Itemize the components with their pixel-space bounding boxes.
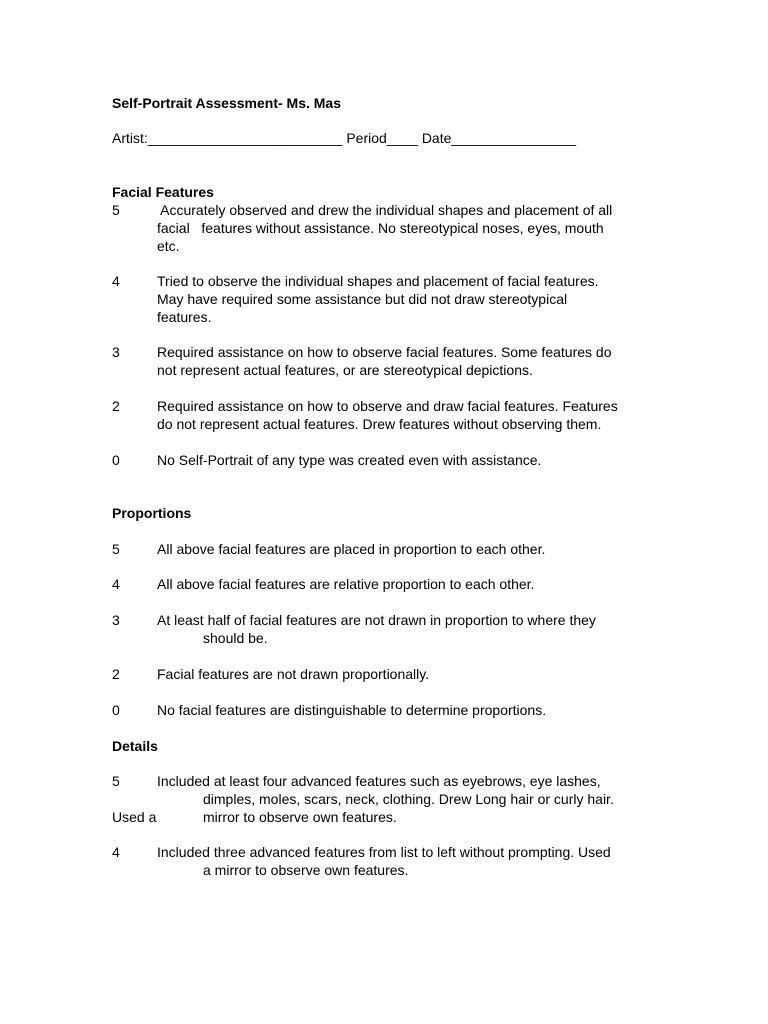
criterion-text: Included at least four advanced features such as eyebrows, eye lashes, (157, 773, 601, 789)
score-label: 0 (112, 452, 120, 468)
score-label: 2 (112, 398, 120, 414)
criterion-text: features. (157, 309, 212, 325)
artist-period-date-line: Artist:_________________________ Period____ Date________________ (112, 130, 576, 146)
page-title: Self-Portrait Assessment- Ms. Mas (112, 95, 341, 111)
criterion-text: do not represent actual features. Drew features without observing them. (157, 416, 602, 432)
margin-text: Used a (112, 809, 157, 825)
section-heading-facial-features: Facial Features (112, 184, 214, 200)
score-label: 4 (112, 576, 120, 592)
criterion-text: should be. (203, 630, 268, 646)
score-label: 5 (112, 202, 120, 218)
criterion-text: Accurately observed and drew the individual shapes and placement of all (157, 202, 613, 218)
score-label: 4 (112, 844, 120, 860)
criterion-text: Included three advanced features from list to left without prompting. Used (157, 844, 611, 860)
criterion-text: Tried to observe the individual shapes and placement of facial features. (157, 273, 599, 289)
criterion-text: Required assistance on how to observe facial features. Some features do (157, 344, 612, 360)
criterion-text: All above facial features are placed in proportion to each other. (157, 541, 546, 557)
criterion-text: Facial features are not drawn proportionally. (157, 666, 430, 682)
criterion-text: No Self-Portrait of any type was created even with assistance. (157, 452, 542, 468)
criterion-text: mirror to observe own features. (203, 809, 397, 825)
criterion-text: etc. (157, 238, 180, 254)
score-label: 5 (112, 773, 120, 789)
criterion-text: a mirror to observe own features. (203, 862, 409, 878)
score-label: 3 (112, 344, 120, 360)
criterion-text: Required assistance on how to observe and draw facial features. Features (157, 398, 618, 414)
section-heading-proportions: Proportions (112, 505, 192, 521)
criterion-text: May have required some assistance but did not draw stereotypical (157, 291, 568, 307)
score-label: 2 (112, 666, 120, 682)
criterion-text: All above facial features are relative proportion to each other. (157, 576, 535, 592)
score-label: 3 (112, 612, 120, 628)
criterion-text: At least half of facial features are not drawn in proportion to where they (157, 612, 596, 628)
section-heading-details: Details (112, 738, 158, 754)
criterion-text: facial features without assistance. No stereotypical noses, eyes, mouth (157, 220, 604, 236)
criterion-text: not represent actual features, or are stereotypical depictions. (157, 362, 533, 378)
score-label: 4 (112, 273, 120, 289)
score-label: 0 (112, 702, 120, 718)
criterion-text: No facial features are distinguishable to determine proportions. (157, 702, 547, 718)
criterion-text: dimples, moles, scars, neck, clothing. Drew Long hair or curly hair. (203, 791, 614, 807)
score-label: 5 (112, 541, 120, 557)
